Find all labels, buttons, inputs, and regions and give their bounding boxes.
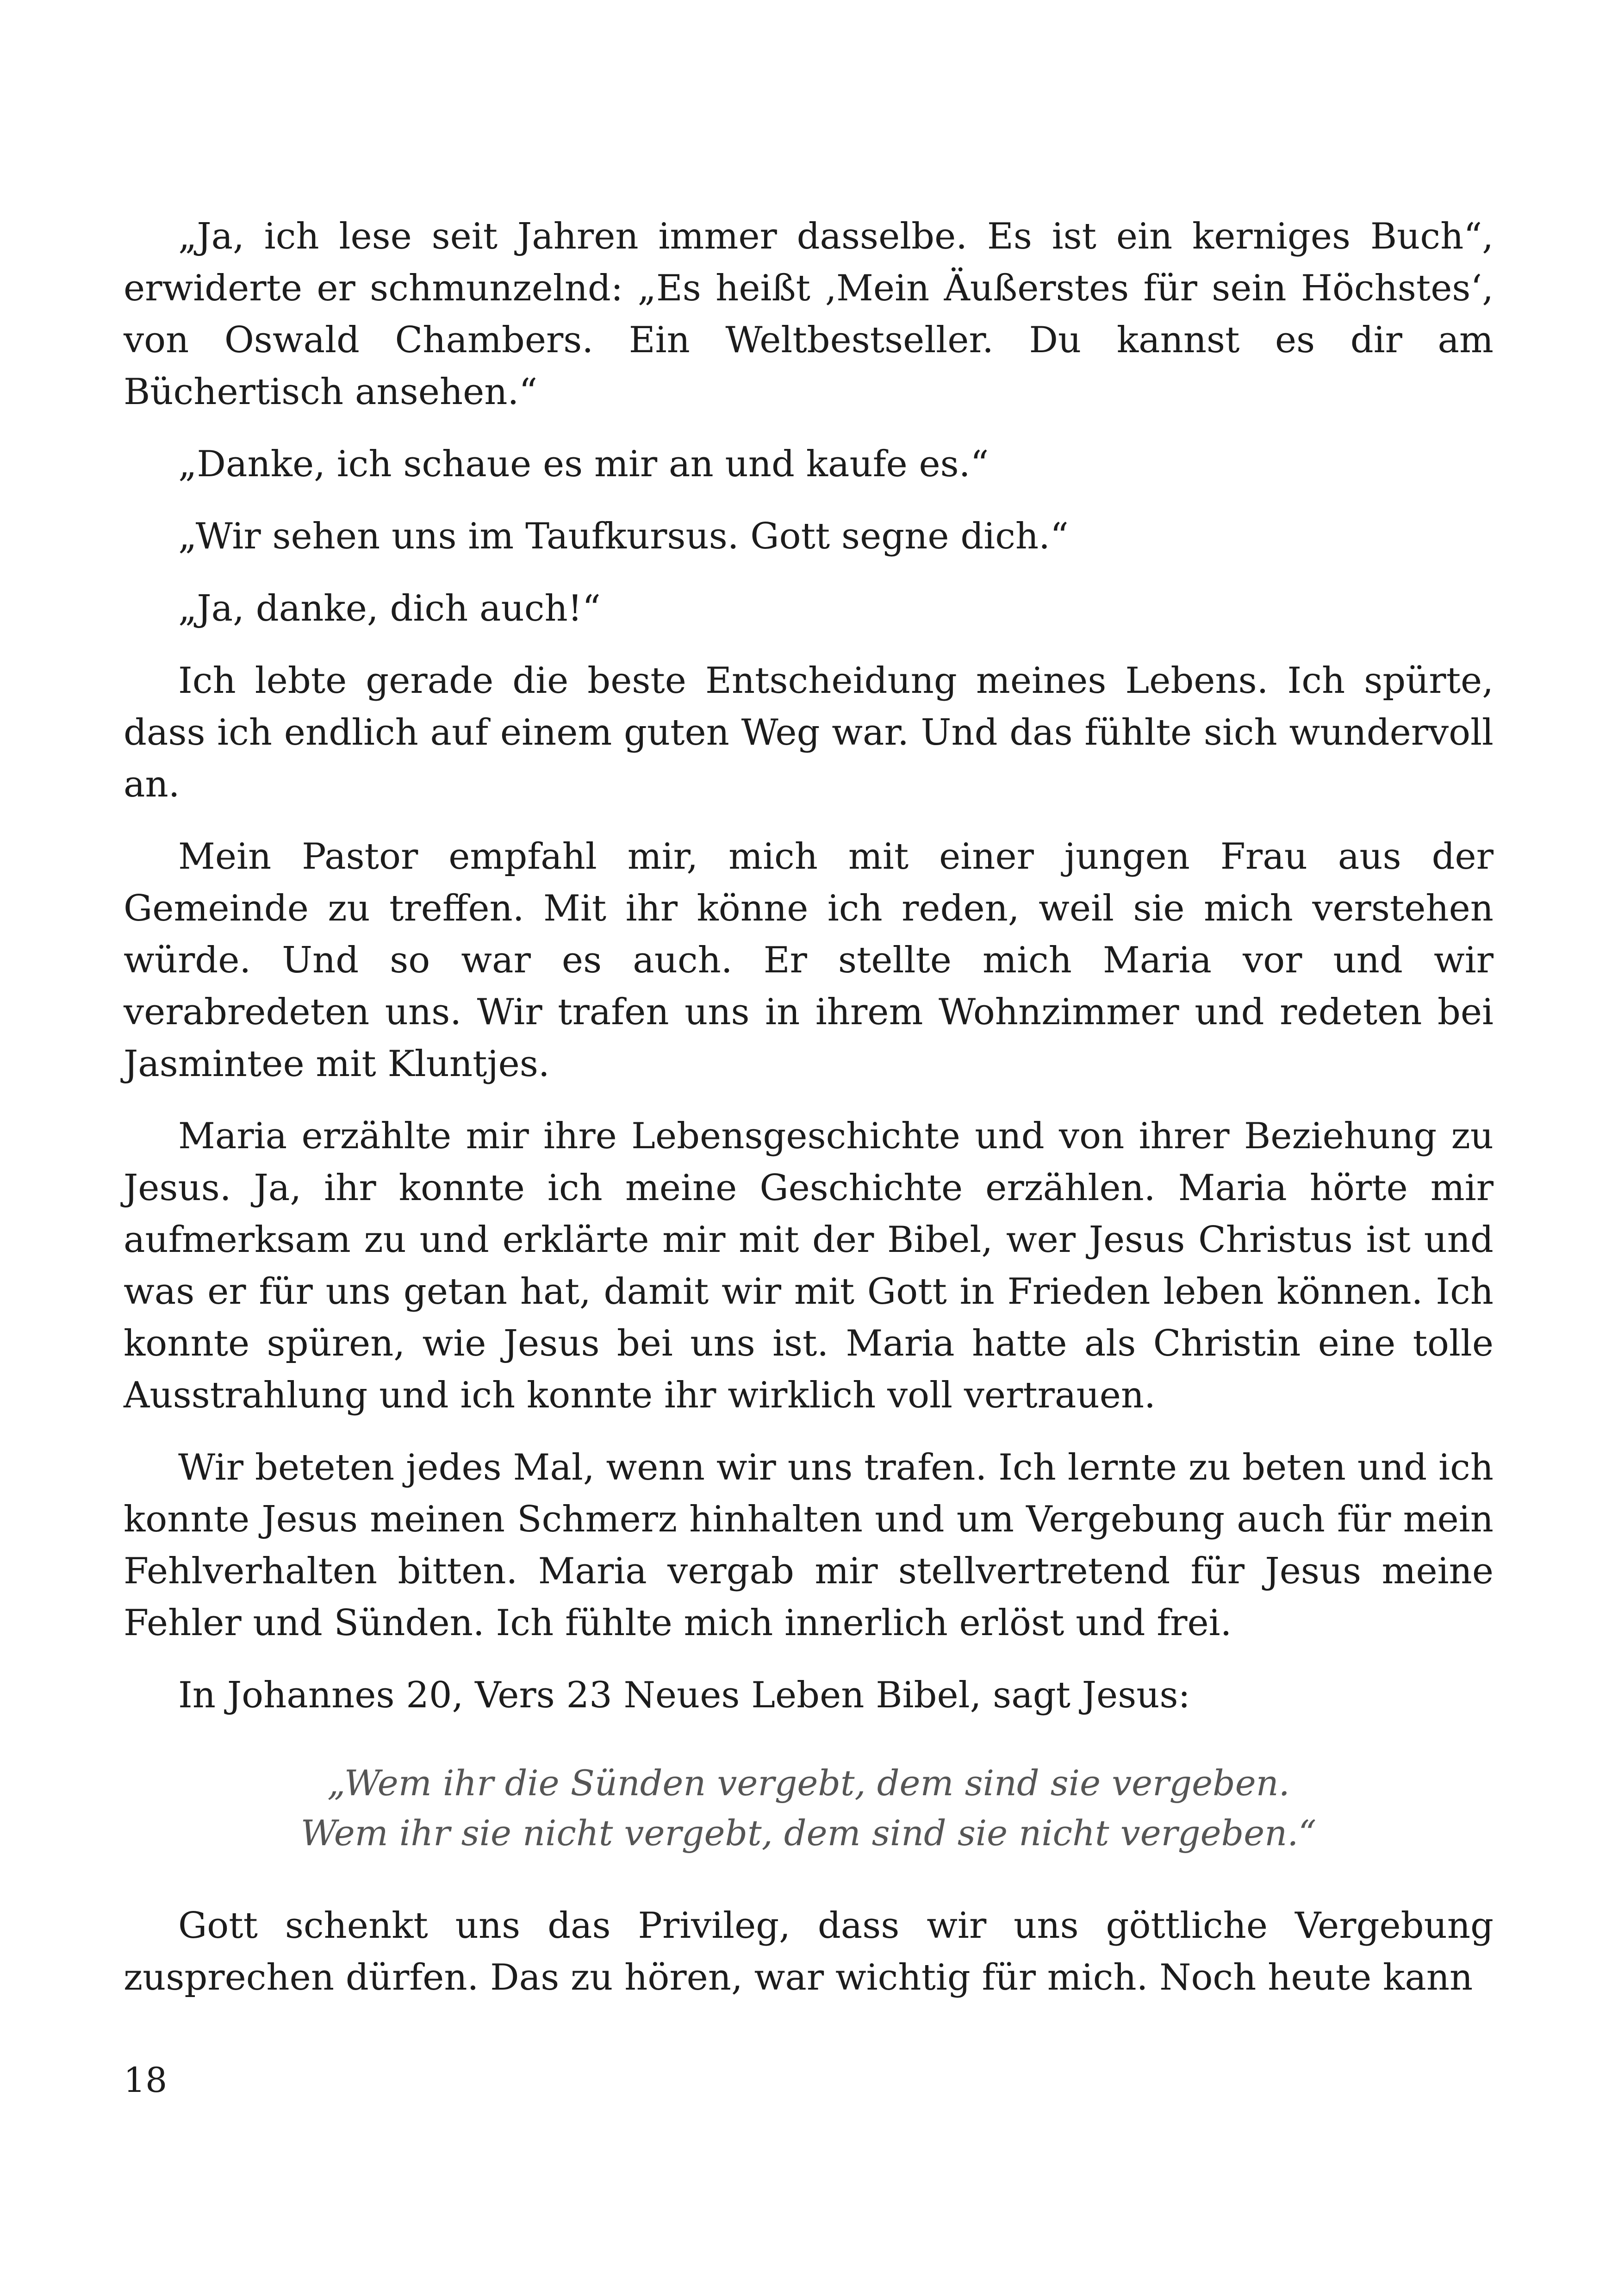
- paragraph-prayer: Wir beteten jedes Mal, wenn wir uns trafen. Ich lernte zu beten und ich konnte Jesus meinen Schmerz hinhalten und um Vergebung auch für mein Fehlverhalten bitten. Maria vergab mir stellvertretend für Jesus meine Fehler und Sünden. Ich fühlte mich innerlich erlöst und frei.: [124, 1447, 1494, 1644]
- bible-quote: [124, 1758, 1494, 1858]
- paragraph-baptism-course: „Wir sehen uns im Taufkursus. Gott segne dich.“: [178, 516, 1069, 557]
- paragraph-maria-story: Maria erzählte mir ihre Lebensgeschichte und von ihrer Beziehung zu Jesus. Ja, ihr konnte ich meine Geschichte erzählen. Maria hörte mir aufmerksam zu und erklärte mir mit der Bibel, wer Jesus Christus ist und was er für uns getan hat, damit wir mit Gott in Frieden leben können. Ich konnte spüren, wie Jesus bei uns ist. Maria hatte als Christin eine tolle Ausstrahlung und ich konnte ihr wirklich voll vertrauen.: [124, 1115, 1494, 1416]
- paragraph-closing: Gott schenkt uns das Privileg, dass wir uns göttliche Vergebung zusprechen dürfen. Das zu hören, war wichtig für mich. Noch heute kann: [124, 1905, 1494, 1998]
- page-number: 18: [124, 2060, 168, 2100]
- paragraph-pastor: Mein Pastor empfahl mir, mich mit einer jungen Frau aus der Gemeinde zu treffen. Mit ihr könne ich reden, weil sie mich verstehen würde. Und so war es auch. Er stellte mich Maria vor und wir verabredeten uns. Wir trafen uns in ihrem Wohnzimmer und redeten bei Jasmintee mit Kluntjes.: [124, 836, 1494, 1085]
- paragraph-scripture-intro: In Johannes 20, Vers 23 Neues Leben Bibel, sagt Jesus:: [178, 1674, 1190, 1716]
- paragraph-reply: „Ja, danke, dich auch!“: [178, 588, 601, 629]
- bible-quote-line-2: Wem ihr sie nicht vergebt, dem sind sie nicht vergeben.“: [300, 1812, 1317, 1854]
- paragraph-decision: Ich lebte gerade die beste Entscheidung meines Lebens. Ich spürte, dass ich endlich auf einem guten Weg war. Und das fühlte sich wundervoll an.: [124, 660, 1494, 805]
- bible-quote-line-1: „Wem ihr die Sünden vergebt, dem sind sie vergeben.: [327, 1762, 1290, 1804]
- page-body: [124, 211, 1494, 2024]
- paragraph-thanks: „Danke, ich schaue es mir an und kaufe es.“: [178, 443, 989, 485]
- paragraph-book-recommendation: „Ja, ich lese seit Jahren immer dasselbe. Es ist ein kerniges Buch“, erwiderte er schmunzelnd: „Es heißt ‚Mein Äußerstes für sein Höchstes‘, von Oswald Chambers. Ein Weltbestseller. Du kannst es dir am Büchertisch ansehen.“: [124, 216, 1494, 413]
